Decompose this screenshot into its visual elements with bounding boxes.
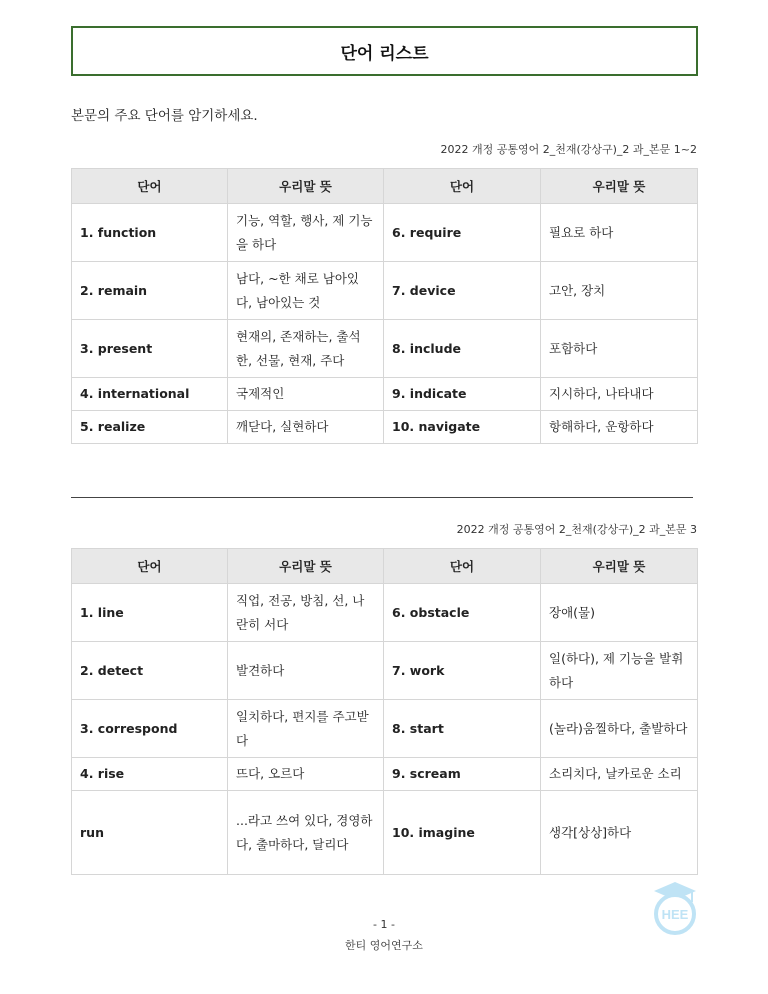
column-header-meaning: 우리말 뜻 xyxy=(228,169,384,204)
word-cell: 6. obstacle xyxy=(384,584,541,642)
word-cell: 1. line xyxy=(72,584,228,642)
source-label: 2022 개정 공통영어 2_천재(강상구)_2 과_본문 3 xyxy=(456,523,697,536)
word-cell: 4. international xyxy=(72,378,228,411)
word-cell: 10. navigate xyxy=(384,411,541,444)
word-cell: run xyxy=(72,791,228,875)
table-row xyxy=(72,378,698,411)
word-cell: 10. imagine xyxy=(384,791,541,875)
meaning-cell: 뜨다, 오르다 xyxy=(228,758,384,791)
word-cell: 3. present xyxy=(72,320,228,378)
meaning-cell: 일(하다), 제 기능을 발휘하다 xyxy=(541,642,698,700)
meaning-cell: 생각[상상]하다 xyxy=(541,791,698,875)
table-row xyxy=(72,584,698,642)
table-row xyxy=(72,411,698,444)
table-row xyxy=(72,758,698,791)
meaning-cell: 일치하다, 편지를 주고받다 xyxy=(228,700,384,758)
word-cell: 9. indicate xyxy=(384,378,541,411)
instruction-text: 본문의 주요 단어를 암기하세요. xyxy=(71,108,258,124)
column-header-meaning: 우리말 뜻 xyxy=(541,549,698,584)
meaning-cell: 소리치다, 날카로운 소리 xyxy=(541,758,698,791)
column-header-word: 단어 xyxy=(72,169,228,204)
table-row xyxy=(72,320,698,378)
table-header-row xyxy=(72,169,698,204)
vocab-table xyxy=(71,168,698,444)
table-row xyxy=(72,262,698,320)
word-cell: 6. require xyxy=(384,204,541,262)
footer-text: 한티 영어연구소 xyxy=(345,939,423,952)
table-row xyxy=(72,700,698,758)
word-cell: 2. remain xyxy=(72,262,228,320)
word-cell: 8. include xyxy=(384,320,541,378)
word-cell: 8. start xyxy=(384,700,541,758)
table-row xyxy=(72,204,698,262)
page-title: 단어 리스트 xyxy=(71,26,698,76)
word-cell: 2. detect xyxy=(72,642,228,700)
table-row xyxy=(72,791,698,875)
meaning-cell: ...라고 쓰여 있다, 경영하다, 출마하다, 달리다 xyxy=(228,791,384,875)
meaning-cell: 지시하다, 나타내다 xyxy=(541,378,698,411)
column-header-word: 단어 xyxy=(72,549,228,584)
table-header-row xyxy=(72,549,698,584)
word-cell: 7. work xyxy=(384,642,541,700)
word-cell: 9. scream xyxy=(384,758,541,791)
meaning-cell: 발견하다 xyxy=(228,642,384,700)
meaning-cell: 포함하다 xyxy=(541,320,698,378)
meaning-cell: 남다, ~한 채로 남아있다, 남아있는 것 xyxy=(228,262,384,320)
word-cell: 4. rise xyxy=(72,758,228,791)
column-header-meaning: 우리말 뜻 xyxy=(228,549,384,584)
meaning-cell: 기능, 역할, 행사, 제 기능을 하다 xyxy=(228,204,384,262)
meaning-cell: 고안, 장치 xyxy=(541,262,698,320)
meaning-cell: 깨닫다, 실현하다 xyxy=(228,411,384,444)
column-header-word: 단어 xyxy=(384,169,541,204)
meaning-cell: 현재의, 존재하는, 출석한, 선물, 현재, 주다 xyxy=(228,320,384,378)
word-cell: 7. device xyxy=(384,262,541,320)
word-cell: 1. function xyxy=(72,204,228,262)
column-header-meaning: 우리말 뜻 xyxy=(541,169,698,204)
column-header-word: 단어 xyxy=(384,549,541,584)
logo-text: HEE xyxy=(661,907,689,922)
meaning-cell: (놀라)움찔하다, 출발하다 xyxy=(541,700,698,758)
meaning-cell: 장애(물) xyxy=(541,584,698,642)
meaning-cell: 항해하다, 운항하다 xyxy=(541,411,698,444)
meaning-cell: 필요로 하다 xyxy=(541,204,698,262)
meaning-cell: 직업, 전공, 방침, 선, 나란히 서다 xyxy=(228,584,384,642)
word-cell: 3. correspond xyxy=(72,700,228,758)
table-row xyxy=(72,642,698,700)
word-cell: 5. realize xyxy=(72,411,228,444)
vocab-table xyxy=(71,548,698,875)
source-label: 2022 개정 공통영어 2_천재(강상구)_2 과_본문 1~2 xyxy=(440,143,697,156)
section-divider xyxy=(71,497,693,498)
meaning-cell: 국제적인 xyxy=(228,378,384,411)
page-number: - 1 - xyxy=(373,918,395,931)
